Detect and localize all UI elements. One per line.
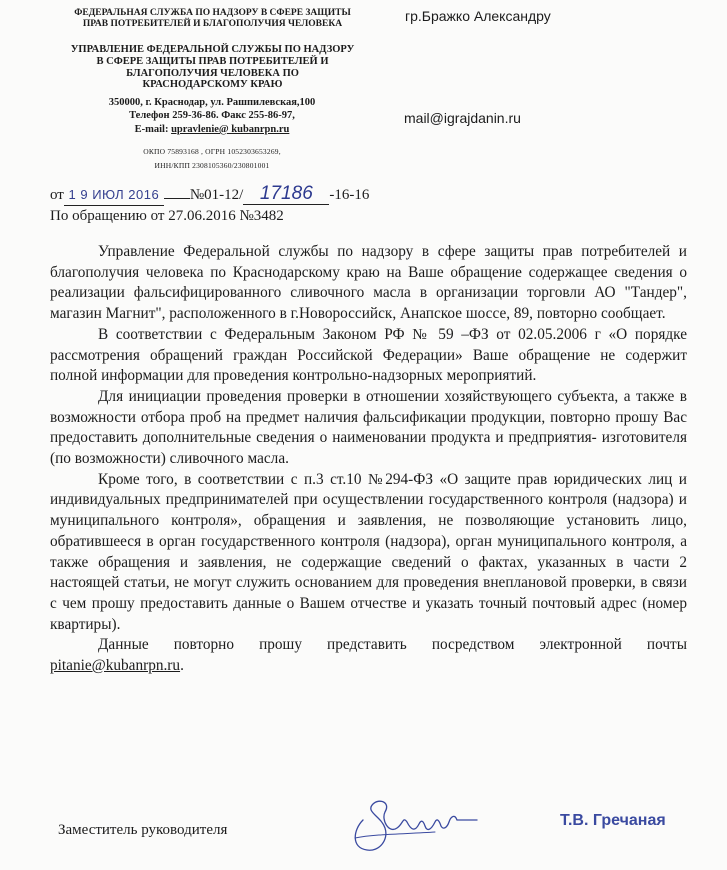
org-name: [55, 8, 370, 29]
signatory-name: Т.В. Гречаная: [560, 812, 666, 829]
dept-line-2: В СФЕРЕ ЗАЩИТЫ ПРАВ ПОТРЕБИТЕЛЕЙ И: [96, 55, 329, 67]
email-line: [62, 123, 362, 136]
date-stamp: 1 9 ИЮЛ 2016: [64, 184, 164, 206]
paragraph-5: [50, 635, 687, 676]
letter-body: [50, 242, 687, 677]
number-suffix: -16-16: [329, 187, 370, 203]
reference-line: [50, 183, 369, 206]
inn: ИНН/КПП 2308105360/230801001: [154, 160, 270, 170]
contact-block: [62, 96, 362, 136]
paragraph-5-text: Данные повторно прошу представить посредством электронной почты: [98, 636, 687, 654]
okpo: ОКПО 75893168 , ОГРН 1052303653269,: [143, 147, 281, 156]
signatory-title: Заместитель руководителя: [58, 822, 228, 838]
handwritten-signature: [345, 790, 495, 860]
email-label: E-mail:: [134, 123, 172, 135]
number-handwritten: 17186: [243, 183, 329, 205]
paragraph-4: Кроме того, в соответствии с п.3 ст.10 №294-ФЗ «О защите прав юридических лиц и индивидуальных предпринимателей при осуществлении государственного контроля (надзора) и муниципального контроля», обращения и заявления, не позволяющие установить лицо, обратившееся в орган государственного контроля (надзора), орган муниципального контроля, а также обращения и заявления, не содержащие сведений о фактах, указанных в части 2 настоящей статьи, не могут служить основанием для проведения внеплановой проверки, в связи с чем прошу предоставить данные о Вашем отчестве и указать точный почтовый адрес (номер квартиры).: [50, 470, 687, 633]
paragraph-2: В соответствии с Федеральным Законом РФ № 59 –ФЗ от 02.05.2006 г «О порядке рассмотрения обращений граждан Российской Федерации» Ваше обращение не содержит полной информации для проведения контрольно-надзорных мероприятий.: [50, 325, 687, 385]
registration-codes: [62, 145, 362, 173]
dept-line-4: КРАСНОДАРСКОМУ КРАЮ: [142, 79, 283, 91]
recipient-name: гр.Бражко Александру: [405, 8, 551, 24]
reference-block: [50, 183, 369, 227]
paragraph-1: Управление Федеральной службы по надзору в сфере защиты прав потребителей и благополучия человека по Краснодарскому краю на Ваше обращение содержащее сведения о реализации фальсифицированного сливочного масла в организации торговли АО "Тандер", магазин Магнит", расположенного в г.Новороссийск, Анапское шоссе, 89, повторно сообщает.: [50, 243, 687, 323]
org-email-link[interactable]: upravlenie@ kubanrpn.ru: [171, 123, 290, 135]
dept-name: [55, 44, 370, 91]
date-underline: [164, 198, 190, 199]
reply-email-link[interactable]: pitanie@kubanrpn.ru: [50, 657, 181, 675]
dept-line-3: БЛАГОПОЛУЧИЯ ЧЕЛОВЕКА ПО: [126, 67, 299, 79]
address: 350000, г. Краснодар, ул. Рашпилевская,100: [108, 97, 316, 108]
appeal-reference: По обращению от 27.06.2016 №3482: [50, 208, 284, 224]
recipient-email: mail@igrajdanin.ru: [404, 110, 521, 126]
paragraph-3: Для инициации проведения проверки в отношении хозяйствующего субъекта, а также в возможности отбора проб на предмет наличия фальсификации продукции, повторно прошу Вас предоставить дополнительные сведения о наименовании продукта и предприятия- изготовителя (по возможности) сливочного масла.: [50, 387, 687, 468]
dept-line-1: УПРАВЛЕНИЕ ФЕДЕРАЛЬНОЙ СЛУЖБЫ ПО НАДЗОРУ: [70, 44, 355, 55]
number-prefix: №01-12/: [189, 187, 244, 203]
org-line-1: ФЕДЕРАЛЬНАЯ СЛУЖБА ПО НАДЗОРУ В СФЕРЕ ЗАЩИТЫ: [74, 8, 351, 18]
phone: Телефон 259-36-86. Факс 255-86-97,: [129, 110, 295, 122]
org-line-2: ПРАВ ПОТРЕБИТЕЛЕЙ И БЛАГОПОЛУЧИЯ ЧЕЛОВЕКА: [82, 18, 343, 29]
paragraph-5-end: .: [180, 657, 184, 675]
date-prefix: от: [50, 187, 64, 203]
